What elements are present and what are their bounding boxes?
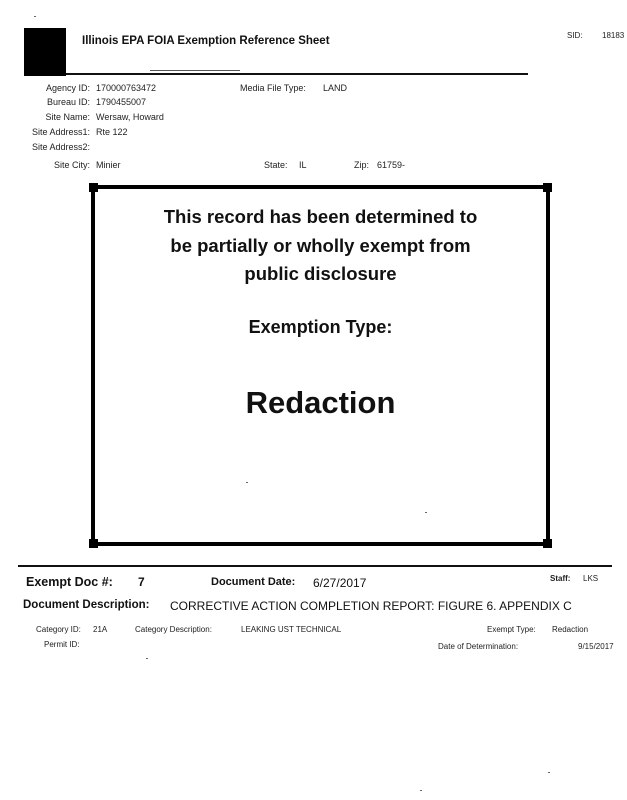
site-city-label: Site City:: [53, 160, 90, 170]
document-divider: [18, 565, 612, 567]
category-description-label: Category Description:: [135, 625, 212, 634]
exempt-doc-label: Exempt Doc #:: [26, 575, 113, 589]
site-name-label: Site Name:: [45, 112, 90, 122]
bureau-id-value: 1790455007: [96, 97, 147, 107]
scan-speck: [420, 790, 422, 791]
page-title: Illinois EPA FOIA Exemption Reference Sheet: [82, 35, 330, 47]
document-description-value: CORRECTIVE ACTION COMPLETION REPORT: FIGURE 6. APPENDIX C: [170, 599, 572, 613]
box-corner-top-left: [89, 183, 98, 192]
site-address2-label: Site Address2:: [31, 142, 90, 152]
permit-id-label: Permit ID:: [44, 640, 80, 649]
date-of-determination-value: 9/15/2017: [578, 642, 614, 651]
box-corner-top-right: [543, 183, 552, 192]
agency-id-label: Agency ID:: [45, 83, 90, 93]
header-divider: [66, 73, 528, 75]
document-description-label: Document Description:: [23, 599, 150, 611]
scan-speck: [548, 772, 550, 773]
exemption-notice-box: [91, 185, 550, 546]
category-id-label: Category ID:: [36, 625, 81, 634]
agency-logo-block: [24, 28, 66, 76]
exemption-type-value: Redaction: [245, 385, 396, 420]
scan-speck: [146, 658, 148, 659]
bureau-id-label: Bureau ID:: [46, 97, 90, 107]
document-date-value: 6/27/2017: [313, 576, 367, 590]
site-name-value: Wersaw, Howard: [96, 112, 164, 122]
sid-label: SID:: [567, 31, 583, 40]
scan-speck: [34, 16, 36, 17]
document-date-label: Document Date:: [211, 576, 296, 588]
scan-speck: [246, 482, 248, 483]
site-address1-value: Rte 122: [96, 127, 128, 137]
category-id-value: 21A: [93, 625, 108, 634]
exemption-message-line: be partially or wholly exempt from: [170, 234, 471, 256]
header-divider-short: [150, 70, 240, 71]
exemption-message-line: This record has been determined to: [163, 206, 478, 227]
category-description-value: LEAKING UST TECHNICAL: [241, 625, 342, 634]
state-value: IL: [299, 160, 307, 170]
media-file-type-value: LAND: [323, 83, 348, 93]
state-label: State:: [264, 160, 288, 170]
agency-id-value: 170000763472: [96, 83, 157, 93]
exemption-message-line: public disclosure: [244, 263, 397, 284]
zip-value: 61759-: [377, 160, 406, 170]
site-address1-label: Site Address1:: [31, 127, 90, 137]
exempt-type-value: Redaction: [552, 625, 589, 634]
exempt-doc-number: 7: [138, 575, 145, 589]
site-city-value: Minier: [96, 160, 121, 170]
exemption-type-label: Exemption Type:: [248, 317, 393, 337]
exempt-type-label: Exempt Type:: [487, 625, 536, 634]
sid-value: 18183: [602, 31, 625, 40]
staff-value: LKS: [583, 574, 599, 583]
media-file-type-label: Media File Type:: [240, 83, 306, 93]
box-corner-bottom-left: [89, 539, 98, 548]
date-of-determination-label: Date of Determination:: [438, 642, 519, 651]
exemption-message: [95, 203, 546, 289]
staff-label: Staff:: [550, 574, 571, 583]
zip-label: Zip:: [354, 160, 370, 170]
box-corner-bottom-right: [543, 539, 552, 548]
scan-speck: [425, 512, 427, 513]
